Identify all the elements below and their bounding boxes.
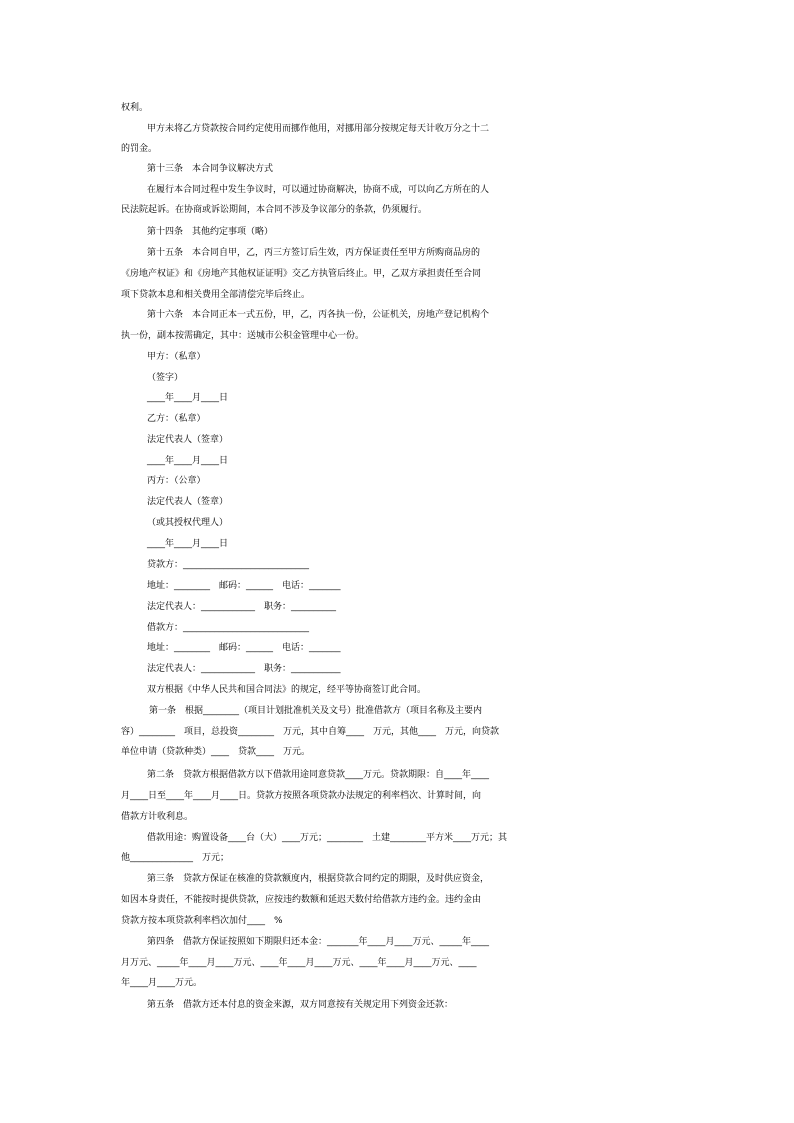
- text-line: 《房地产权证》和《房地产其他权证证明》交乙方执管后终止。甲，乙双方承担责任至合同: [121, 269, 482, 279]
- text-line: 如因本身责任，不能按时提供贷款，应按违约数额和延迟天数付给借款方违约金。违约金由: [121, 895, 482, 905]
- text-line: 民法院起诉。在协商或诉讼期间，本合同不涉及争议部分的条款，仍须履行。: [121, 205, 428, 215]
- signature-label: 甲方：（私章）: [147, 352, 206, 362]
- text-line: 他______________ 万元；: [121, 853, 230, 863]
- text-line: 甲方未将乙方贷款按合同约定使用而挪作他用，对挪用部分按规定每天计收万分之十二: [147, 124, 490, 134]
- article-line: 第四条 借款方保证按照如下期限归还本金：_______年____月____万元、_____年____: [147, 937, 490, 947]
- form-line: 法定代表人：____________ 职务：__________: [147, 602, 337, 612]
- text-line: 容）________ 项目，总投资________ 万元，其中自筹____ 万元，其他____ 万元，向贷款: [121, 727, 500, 737]
- signature-label: （或其授权代理人）: [147, 518, 229, 528]
- form-line: 地址：________ 邮码：______ 电话：_______: [147, 643, 341, 653]
- section-heading: 第十三条 本合同争议解决方式: [147, 164, 274, 174]
- text-line: 单位申请（贷款种类）____ 贷款____ 万元。: [121, 747, 311, 757]
- text-line: 权利。: [121, 103, 149, 113]
- signature-label: 丙方：（公章）: [147, 476, 206, 486]
- text-line: 双方根据《中华人民共和国合同法》的规定，经平等协商签订此合同。: [147, 685, 427, 695]
- text-line: 借款方计收利息。: [121, 812, 194, 822]
- signature-label: 乙方：（私章）: [147, 414, 206, 424]
- form-line: 法定代表人：____________ 职务：___________: [147, 664, 341, 674]
- article-line: 第五条 借款方还本付息的资金来源，双方同意按有关规定用下列资金还款：: [147, 1000, 454, 1010]
- date-line: ____年____月____日: [147, 539, 229, 549]
- signature-label: 法定代表人（签章）: [147, 435, 229, 445]
- date-line: ____年____月____日: [147, 393, 229, 403]
- signature-label: （签字）: [147, 373, 184, 383]
- text-line: 项下贷款本息和相关费用全部清偿完毕后终止。: [121, 290, 311, 300]
- text-line: 月____日至____年____月____日。贷款方按照各项贷款办法规定的利率档次、计算时间，向: [121, 791, 482, 801]
- text-line: 第十六条 本合同正本一式五份，甲，乙，丙各执一份，公证机关，房地产登记机构个: [147, 310, 490, 320]
- text-line: 年____月____万元。: [121, 978, 203, 988]
- article-line: 第二条 贷款方根据借款方以下借款用途同意贷款____万元。贷款期限：自____年____: [147, 770, 490, 780]
- text-line: 借款用途：购置设备____台（大）____万元；________ 土建________平方米____万元；其: [147, 833, 508, 843]
- form-line: 借款方：____________________________: [147, 623, 310, 633]
- text-line: 贷款方按本项贷款利率档次加付____ %: [121, 916, 283, 926]
- form-line: 地址：________ 邮码：______ 电话：_______: [147, 581, 341, 591]
- article-line: 第一条 根据________（项目计划批准机关及文号）批准借款方（项目名称及主要内: [149, 706, 483, 716]
- article-line: 第三条 贷款方保证在核准的贷款额度内，根据贷款合同约定的期限，及时供应资金，: [147, 874, 490, 884]
- section-heading: 第十四条 其他约定事项（略）: [147, 227, 274, 237]
- signature-label: 法定代表人（签章）: [147, 497, 229, 507]
- text-line: 月万元、_____年____月____万元、____年____月____万元、____年____月____万元、____: [121, 958, 477, 968]
- date-line: ____年____月____日: [147, 456, 229, 466]
- text-line: 执一份，副本按需确定，其中：送城市公积金管理中心一份。: [121, 331, 365, 341]
- form-line: 贷款方：____________________________: [147, 560, 310, 570]
- text-line: 第十五条 本合同自甲，乙，丙三方签订后生效，丙方保证责任至甲方所购商品房的: [147, 248, 481, 258]
- text-line: 的罚金。: [121, 144, 158, 154]
- text-line: 在履行本合同过程中发生争议时，可以通过协商解决，协商不成，可以向乙方所在的人: [147, 185, 490, 195]
